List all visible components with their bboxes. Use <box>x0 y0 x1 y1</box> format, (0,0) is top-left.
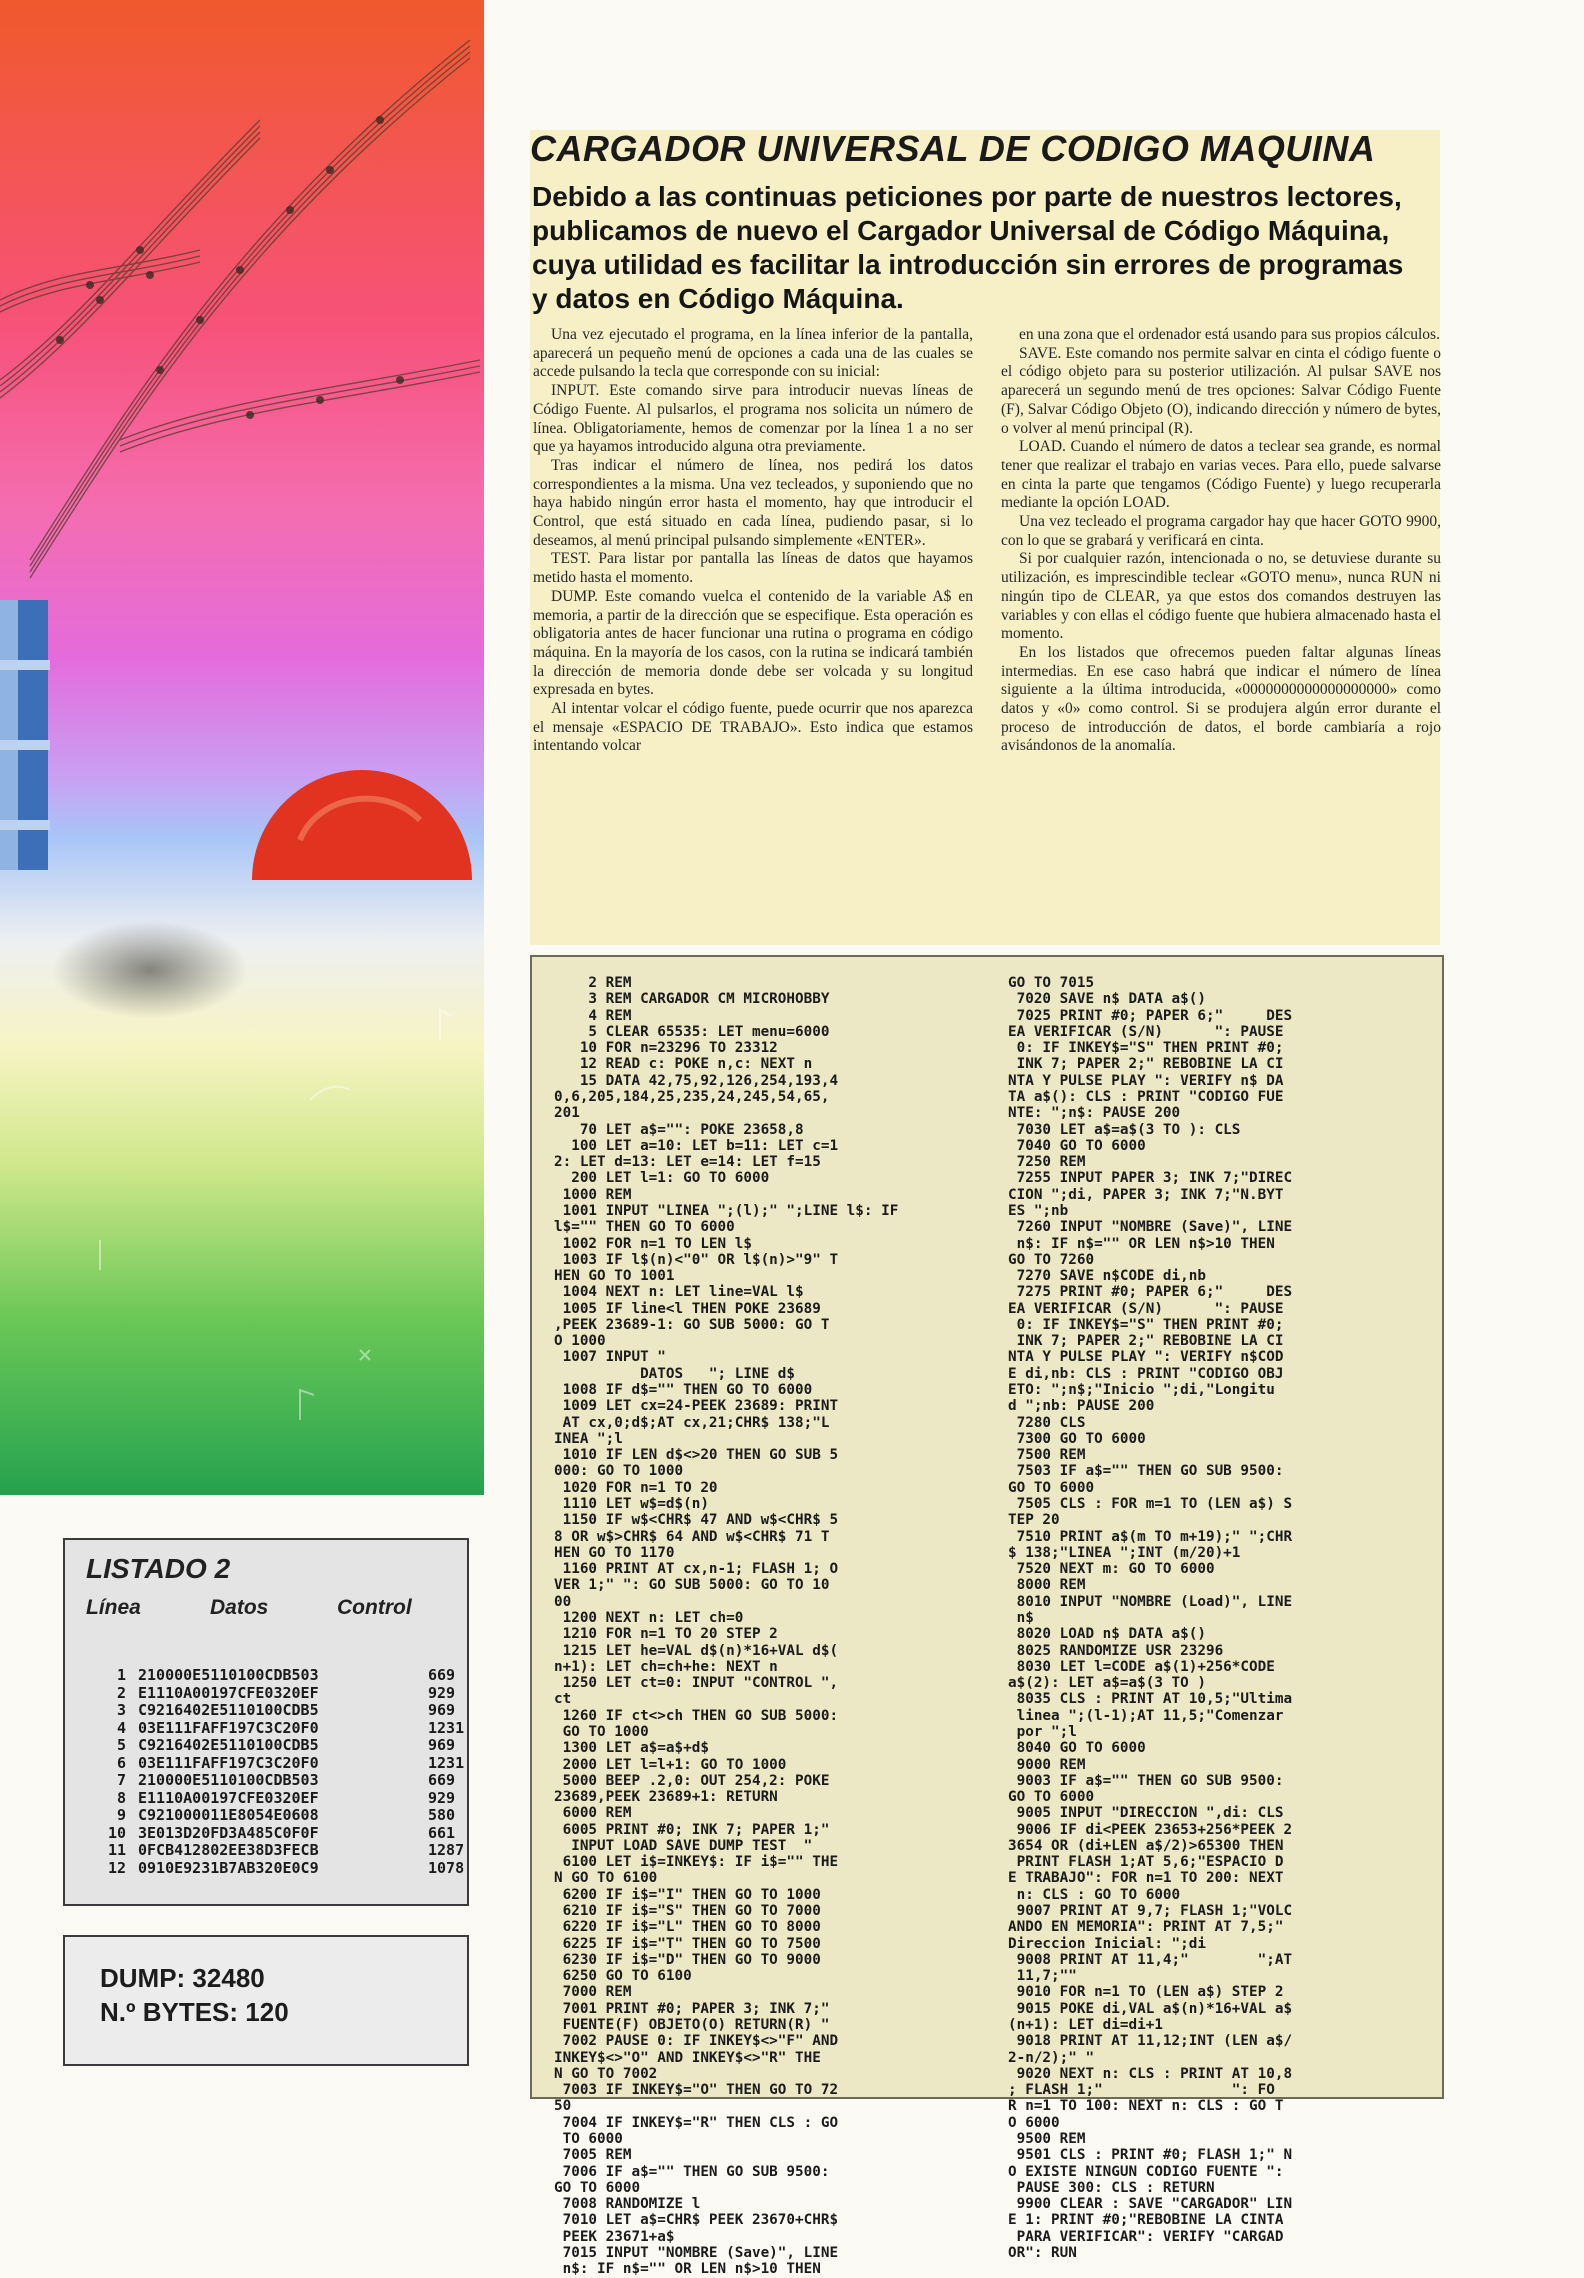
row-data: 210000E5110100CDB503 <box>138 1666 319 1684</box>
article-title: CARGADOR UNIVERSAL DE CODIGO MAQUINA <box>530 128 1376 169</box>
article-column-1 <box>533 326 973 756</box>
article-body <box>533 326 1441 756</box>
table-row <box>96 1702 478 1720</box>
table-row <box>96 1807 478 1825</box>
row-line-number: 5 <box>116 1736 126 1754</box>
listado2-title: LISTADO 2 <box>86 1553 231 1584</box>
table-row <box>96 1790 478 1808</box>
blue-cylinder <box>0 600 50 870</box>
column-header-control: Control <box>337 1596 412 1619</box>
table-row <box>96 1772 478 1790</box>
table-row <box>96 1685 478 1703</box>
row-data: 0910E9231B7AB320E0C9 <box>138 1858 319 1877</box>
row-data: 03E111FAFF197C3C20F0 <box>138 1753 319 1772</box>
table-row <box>96 1825 478 1843</box>
row-control: 1287 <box>428 1841 465 1859</box>
row-control: 580 <box>428 1806 456 1824</box>
table-row <box>96 1755 478 1773</box>
paragraph: Si por cualquier razón, intencionada o no, se detuviese durante su utilización, es imprescindible teclear «GOTO menu», nunca RUN ni ningún tipo de CLEAR, ya que estos dos comandos destruyen las variables y con ellas el código fuente que hubiera almacenado hasta el momento. <box>1001 550 1441 643</box>
row-data: 0FCB412802EE38D3FECB <box>138 1841 319 1859</box>
table-row <box>96 1842 478 1860</box>
table-row <box>96 1860 478 1878</box>
paragraph: TEST. Para listar por pantalla las líneas de datos que hayamos metido hasta el momento. <box>533 550 973 587</box>
row-data: C9216402E5110100CDB5 <box>138 1736 319 1754</box>
listado2-rows <box>96 1667 478 1877</box>
article-subtitle: Debido a las continuas peticiones por parte de nuestros lectores, publicamos de nuevo el Cargador Universal de Código Máquina, cuya utilidad es facilitar la introducción sin errores de programas y datos en Código Máquina. <box>532 181 1404 314</box>
listing-column-right: GO TO 7015 7020 SAVE n$ DATA a$() 7025 PRINT #0; PAPER 6;" DES EA VERIFICAR (S/N) ": PAUSE 0: IF INKEY$="S" THEN PRINT #0; INK 7; PAPER 2;" REBOBINE LA CI NTA Y PULSE PLAY ": VERIFY n$ DA TA a$(): CLS : PRINT "CODIGO FUE NTE: ";n$: PAUSE 200 7030 LET a$=a$(3 TO ): CLS 7040 GO TO 6000 7250 REM 7255 INPUT PAPER 3; INK 7;"DIREC CION ";di, PAPER 3; INK 7;"N.BYT ES ";nb 7260 INPUT "NOMBRE (Save)", LINE n$: IF n$="" OR LEN n$>10 THEN GO TO 7260 7270 SAVE n$CODE di,nb 7275 PRINT #0; PAPER 6;" DES EA VERIFICAR (S/N) ": PAUSE 0: IF INKEY$="S" THEN PRINT #0; INK 7; PAPER 2;" REBOBINE LA CI NTA Y PULSE PLAY ": VERIFY n$COD E di,nb: CLS : PRINT "CODIGO OBJ ETO: ";n$;"Inicio ";di,"Longitu d ";nb: PAUSE 200 7280 CLS 7300 GO TO 6000 7500 REM 7503 IF a$="" THEN GO SUB 9500: GO TO 6000 7505 CLS : FOR m=1 TO (LEN a$) S TEP 20 7510 PRINT a$(m TO m+19);" ";CHR $ 138;"LINEA ";INT (m/20)+1 7520 NEXT m: GO TO 6000 8000 REM 8010 INPUT "NOMBRE (Load)", LINE n$ 8020 LOAD n$ DATA a$() 8025 RANDOMIZE USR 23296 8030 LET l=CODE a$(1)+256*CODE a$(2): LET a$=a$(3 TO ) 8035 CLS : PRINT AT 10,5;"Ultima linea ";(l-1);AT 11,5;"Comenzar por ";l 8040 GO TO 6000 9000 REM 9003 IF a$="" THEN GO SUB 9500: GO TO 6000 9005 INPUT "DIRECCION ",di: CLS 9006 IF di<PEEK 23653+256*PEEK 2 3654 OR (di+LEN a$/2)>65300 THEN PRINT FLASH 1;AT 5,6;"ESPACIO D E TRABAJO": FOR n=1 TO 200: NEXT n: CLS : GO TO 6000 9007 PRINT AT 9,7; FLASH 1;"VOLC ANDO EN MEMORIA": PRINT AT 7,5;" Direccion Inicial: ";di 9008 PRINT AT 11,4;" ";AT 11,7;"" 9010 FOR n=1 TO (LEN a$) STEP 2 9015 POKE di,VAL a$(n)*16+VAL a$ (n+1): LET di=di+1 9018 PRINT AT 11,12;INT (LEN a$/ 2-n/2);" " 9020 NEXT n: CLS : PRINT AT 10,8 ; FLASH 1;" ": FO R n=1 TO 100: NEXT n: CLS : GO T O 6000 9500 REM 9501 CLS : PRINT #0; FLASH 1;" N O EXISTE NINGUN CODIGO FUENTE ": PAUSE 300: CLS : RETURN 9900 CLEAR : SAVE "CARGADOR" LIN E 1: PRINT #0;"REBOBINE LA CINTA PARA VERIFICAR": VERIFY "CARGAD OR": RUN <box>1008 975 1293 2261</box>
table-row <box>96 1720 478 1738</box>
row-data: C921000011E8054E0608 <box>138 1806 319 1824</box>
illustration-graphics <box>0 0 484 1495</box>
table-row <box>96 1737 478 1755</box>
paragraph: LOAD. Cuando el número de datos a teclear sea grande, es normal tener que realizar el trabajo en varias veces. Para ello, puede salvarse en cinta la parte que tengamos (Código Fuente) y luego recuperarla mediante la opción LOAD. <box>1001 438 1441 512</box>
listing-column-left: 2 REM 3 REM CARGADOR CM MICROHOBBY 4 REM 5 CLEAR 65535: LET menu=6000 10 FOR n=23296 TO 23312 12 READ c: POKE n,c: NEXT n 15 DATA 42,75,92,126,254,193,4 0,6,205,184,25,235,24,245,54,65, 201 70 LET a$="": POKE 23658,8 100 LET a=10: LET b=11: LET c=1 2: LET d=13: LET e=14: LET f=15 200 LET l=1: GO TO 6000 1000 REM 1001 INPUT "LINEA ";(l);" ";LINE l$: IF l$="" THEN GO TO 6000 1002 FOR n=1 TO LEN l$ 1003 IF l$(n)<"0" OR l$(n)>"9" T HEN GO TO 1001 1004 NEXT n: LET line=VAL l$ 1005 IF line<l THEN POKE 23689 ,PEEK 23689-1: GO SUB 5000: GO T O 1000 1007 INPUT " DATOS "; LINE d$ 1008 IF d$="" THEN GO TO 6000 1009 LET cx=24-PEEK 23689: PRINT AT cx,0;d$;AT cx,21;CHR$ 138;"L INEA ";l 1010 IF LEN d$<>20 THEN GO SUB 5 000: GO TO 1000 1020 FOR n=1 TO 20 1110 LET w$=d$(n) 1150 IF w$<CHR$ 47 AND w$<CHR$ 5 8 OR w$>CHR$ 64 AND w$<CHR$ 71 T HEN GO TO 1170 1160 PRINT AT cx,n-1; FLASH 1; O VER 1;" ": GO SUB 5000: GO TO 10 00 1200 NEXT n: LET ch=0 1210 FOR n=1 TO 20 STEP 2 1215 LET he=VAL d$(n)*16+VAL d$( n+1): LET ch=ch+he: NEXT n 1250 LET ct=0: INPUT "CONTROL ", ct 1260 IF ct<>ch THEN GO SUB 5000: GO TO 1000 1300 LET a$=a$+d$ 2000 LET l=l+1: GO TO 1000 5000 BEEP .2,0: OUT 254,2: POKE 23689,PEEK 23689+1: RETURN 6000 REM 6005 PRINT #0; INK 7; PAPER 1;" INPUT LOAD SAVE DUMP TEST " 6100 LET i$=INKEY$: IF i$="" THE N GO TO 6100 6200 IF i$="I" THEN GO TO 1000 6210 IF i$="S" THEN GO TO 7000 6220 IF i$="L" THEN GO TO 8000 6225 IF i$="T" THEN GO TO 7500 6230 IF i$="D" THEN GO TO 9000 6250 GO TO 6100 7000 REM 7001 PRINT #0; PAPER 3; INK 7;" FUENTE(F) OBJETO(O) RETURN(R) " 7002 PAUSE 0: IF INKEY$<>"F" AND INKEY$<>"O" AND INKEY$<>"R" THE N GO TO 7002 7003 IF INKEY$="O" THEN GO TO 72 50 7004 IF INKEY$="R" THEN CLS : GO TO 6000 7005 REM 7006 IF a$="" THEN GO SUB 9500: GO TO 6000 7008 RANDOMIZE l 7010 LET a$=CHR$ PEEK 23670+CHR$ PEEK 23671+a$ 7015 INPUT "NOMBRE (Save)", LINE n$: IF n$="" OR LEN n$>10 THEN <box>554 975 899 2278</box>
row-control: 929 <box>428 1788 456 1807</box>
paragraph: INPUT. Este comando sirve para introducir nuevas líneas de Código Fuente. Al pulsarlos, el programa nos solicita un número de línea. Obligatoriamente, hemos de comenzar por la línea 1 a no ser que ya hayamos introducido alguna otra previamente. <box>533 382 973 456</box>
row-data: E1110A00197CFE0320EF <box>138 1788 319 1807</box>
row-control: 661 <box>428 1823 456 1842</box>
paragraph: Al intentar volcar el código fuente, puede ocurrir que nos aparezca el mensaje «ESPACIO DE TRABAJO». Esto indica que estamos intentando volcar <box>533 700 973 755</box>
row-line-number: 8 <box>116 1788 126 1807</box>
row-control: 669 <box>428 1771 456 1789</box>
row-line-number: 12 <box>107 1858 126 1877</box>
row-line-number: 6 <box>116 1753 126 1772</box>
row-control: 1078 <box>428 1858 465 1877</box>
table-row <box>96 1667 478 1685</box>
paragraph: Una vez ejecutado el programa, en la línea inferior de la pantalla, aparecerá un pequeño menú de opciones a cada una de las cuales se accede pulsando la tecla que corresponde con su inicial: <box>533 326 973 381</box>
row-control: 969 <box>428 1701 456 1719</box>
decorative-illustration <box>0 0 484 1495</box>
paragraph: SAVE. Este comando nos permite salvar en cinta el código fuente o el código objeto para su posterior utilización. Al pulsar SAVE nos aparecerá un segundo menú de tres opciones: Salvar Código Fuente (F), Salvar Código Objeto (O), indicando dirección y número de bytes, o volver al menú principal (R). <box>1001 344 1441 437</box>
dump-bytes: N.º BYTES: 120 <box>100 1997 289 2027</box>
program-listing <box>530 955 1444 2278</box>
row-line-number: 7 <box>116 1771 126 1789</box>
paragraph: En los listados que ofrecemos pueden faltar algunas líneas intermedias. En ese caso habrá que indicar el número de línea siguiente a la última introducida, «0000000000000000000» como datos y «0» como control. Si se produjera algún error durante el proceso de introducción de datos, el borde cambiaría a rojo avisándonos de la anomalía. <box>1001 643 1441 755</box>
row-data: 210000E5110100CDB503 <box>138 1771 319 1789</box>
article-column-2 <box>1001 326 1441 756</box>
row-line-number: 1 <box>116 1666 126 1684</box>
row-line-number: 11 <box>107 1841 126 1859</box>
column-header-datos: Datos <box>210 1596 269 1619</box>
row-control: 669 <box>428 1666 456 1684</box>
row-line-number: 4 <box>116 1718 126 1737</box>
faint-music-symbols <box>100 1010 452 1420</box>
paragraph: en una zona que el ordenador está usando para sus propios cálculos. <box>1019 326 1440 343</box>
paragraph: Tras indicar el número de línea, nos pedirá los datos correspondientes a la misma. Una vez tecleados, y suponiendo que no haya habido ningún error hasta el momento, hay que introducir el Control, que está situado en cada línea, pudiendo pasar, si lo deseamos, al menú principal pulsando simplemente «ENTER». <box>533 456 973 549</box>
row-data: C9216402E5110100CDB5 <box>138 1701 319 1719</box>
paragraph: DUMP. Este comando vuelca el contenido de la variable A$ en memoria, a partir de la dirección que se especifique. Esta operación es obligatoria antes de hacer funcionar una rutina o programa en código máquina. En la mayoría de los casos, con la rutina se indicará también la dirección de memoria donde debe ser volcada y su longitud expresada en bytes. <box>533 587 973 699</box>
row-data: 03E111FAFF197C3C20F0 <box>138 1718 319 1737</box>
row-line-number: 2 <box>116 1683 126 1702</box>
paragraph: Una vez tecleado el programa cargador hay que hacer GOTO 9900, con lo que se grabará y verificará en cinta. <box>1001 513 1441 549</box>
column-header-linea: Línea <box>86 1596 141 1619</box>
red-dome <box>252 770 472 880</box>
row-control: 1231 <box>428 1718 465 1737</box>
row-line-number: 10 <box>107 1823 126 1842</box>
dump-address: DUMP: 32480 <box>100 1963 265 1993</box>
row-control: 1231 <box>428 1753 465 1772</box>
row-control: 929 <box>428 1683 456 1702</box>
music-staff-lines <box>0 40 480 578</box>
row-line-number: 3 <box>116 1701 126 1719</box>
row-control: 969 <box>428 1736 456 1754</box>
row-data: 3E013D20FD3A485C0F0F <box>138 1823 319 1842</box>
row-data: E1110A00197CFE0320EF <box>138 1683 319 1702</box>
row-line-number: 9 <box>116 1806 126 1824</box>
